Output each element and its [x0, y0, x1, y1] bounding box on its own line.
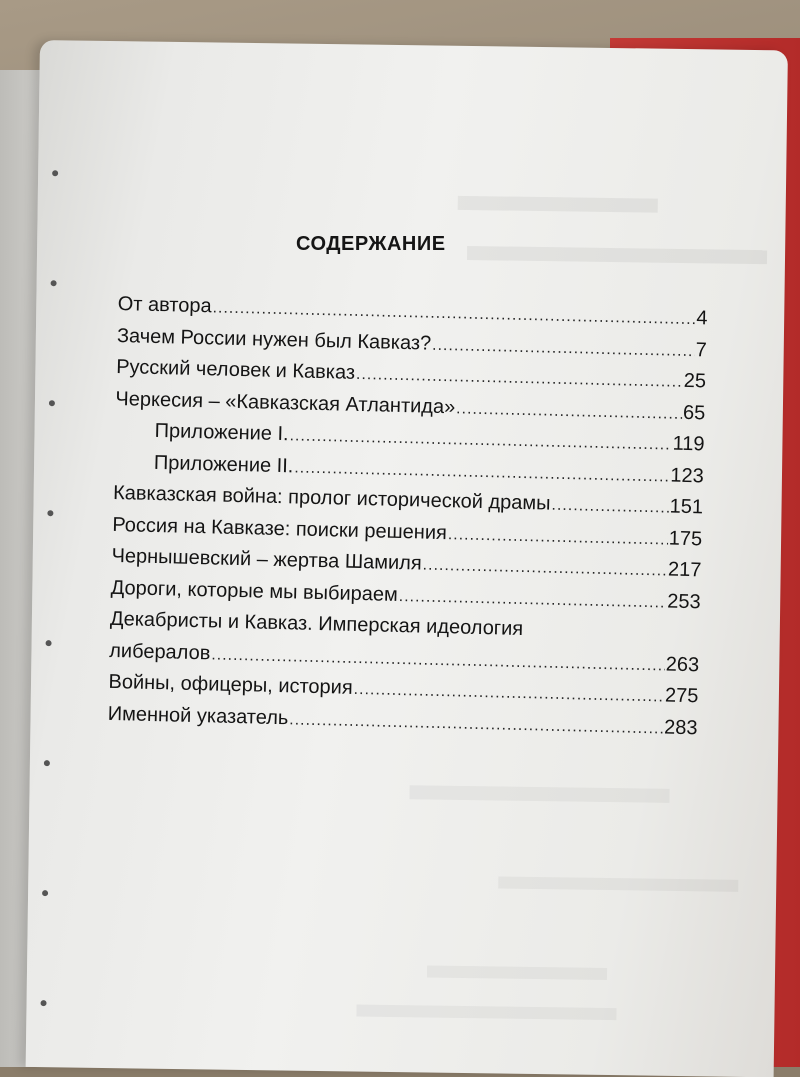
show-through-text	[427, 965, 607, 980]
toc-entry-page-number: 25	[683, 369, 707, 393]
binding-stitch	[49, 400, 55, 406]
toc-entry-title: Приложение I.	[154, 419, 289, 446]
toc-entry-page-number: 123	[670, 464, 705, 487]
toc-entry-page-number: 119	[672, 432, 705, 456]
toc-entry-title: Дороги, которые мы выбираем	[110, 576, 399, 606]
dot-leader	[353, 680, 664, 708]
toc-entry-title: Россия на Кавказе: поиски решения	[112, 513, 448, 544]
binding-stitch	[42, 890, 48, 896]
toc-entry-page-number: 275	[664, 684, 699, 708]
toc-entry-title: Войны, офицеры, история	[108, 670, 353, 699]
show-through-text	[409, 785, 669, 803]
toc-entry-title: Русский человек и Кавказ	[115, 355, 356, 384]
binding-stitch	[44, 760, 50, 766]
dot-leader	[356, 365, 683, 393]
toc-entry-page-number: 151	[669, 495, 704, 519]
toc-entry-page-number: 263	[665, 652, 700, 676]
show-through-text	[498, 876, 738, 891]
dot-leader	[448, 525, 668, 550]
table-of-contents	[107, 294, 708, 749]
binding-stitch	[51, 280, 57, 286]
toc-entry-page-number: 283	[663, 715, 698, 739]
toc-entry-title: Зачем России нужен был Кавказ?	[116, 324, 432, 355]
binding-stitch	[47, 510, 53, 516]
toc-entry-title: Черкесия – «Кавказская Атлантида»	[115, 387, 456, 418]
dot-leader	[398, 586, 666, 613]
contents-title: СОДЕРЖАНИЕ	[296, 233, 446, 255]
show-through-text	[458, 196, 658, 213]
toc-entry-page-number: 65	[682, 401, 706, 424]
toc-entry-title: От автора	[117, 293, 212, 318]
binding-stitch	[41, 1000, 47, 1006]
binding-stitch	[46, 640, 52, 646]
toc-entry-page-number: 7	[695, 338, 708, 361]
show-through-text	[467, 246, 767, 264]
dot-leader	[432, 335, 695, 361]
toc-entry-title: Чернышевский – жертва Шамиля	[111, 544, 422, 575]
toc-entry-title: Приложение II.	[153, 451, 294, 477]
toc-entry-page-number: 175	[668, 527, 703, 550]
toc-entry-page-number: 217	[667, 558, 702, 582]
dot-leader	[456, 399, 682, 425]
dot-leader	[551, 496, 669, 519]
dot-leader	[422, 556, 667, 582]
binding-stitch	[52, 170, 58, 176]
toc-entry-title: Декабристы и Кавказ. Имперская идеология	[109, 607, 524, 640]
show-through-text	[356, 1005, 616, 1021]
toc-entry-title: Именной указатель	[107, 702, 289, 729]
toc-entry-page-number: 253	[667, 590, 701, 613]
toc-entry-title: либералов	[109, 639, 211, 664]
toc-entry-title: Кавказская война: пролог исторической драмы	[112, 481, 551, 515]
toc-entry-page-number: 4	[696, 307, 708, 330]
